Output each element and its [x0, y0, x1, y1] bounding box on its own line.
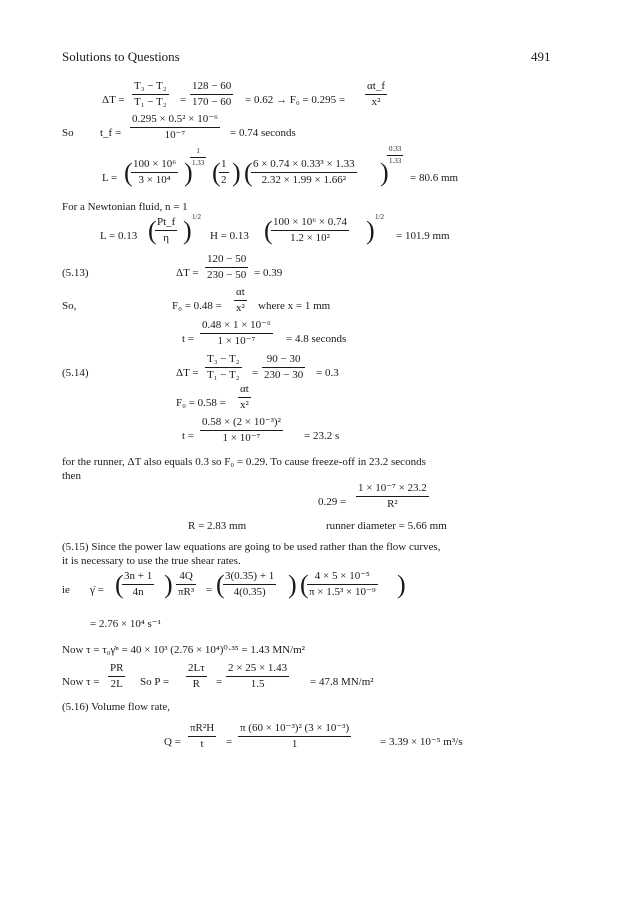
flow-result: = 3.39 × 10⁻⁵ m³/s [380, 736, 463, 748]
shear-lhs: γ̇ = [90, 584, 104, 596]
q515-text-line-2: it is necessary to use the true shear rates. [62, 555, 241, 567]
eq1-fraction-values: 128 − 60 170 − 60 [192, 80, 232, 108]
runner-text-line-2: then [62, 470, 81, 482]
eq3-lhs: L = [102, 172, 118, 184]
eq1-middle: = 0.62 → F₀ = 0.295 = [245, 94, 346, 106]
pressure-fraction-2: 2Lτ R [188, 662, 205, 690]
running-header-title: Solutions to Questions [62, 49, 180, 64]
pressure-fraction-3: 2 × 25 × 1.43 1.5 [228, 662, 288, 690]
q514-label: (5.14) [62, 367, 89, 379]
fo1-lhs: F₀ = 0.48 = [172, 300, 222, 312]
pressure-fraction-1: PR 2L [110, 662, 124, 690]
t2-result: = 23.2 s [304, 430, 340, 442]
fo1-label: So, [62, 300, 77, 312]
pressure-label: Now τ = [62, 676, 100, 688]
flow-fraction-1: πR²H t [190, 722, 215, 750]
q514-lhs: ΔT = [176, 367, 199, 379]
eq4-fraction-1: Pt_f η [157, 216, 176, 244]
t2-lhs: t = [182, 430, 195, 442]
eq2-label: So [62, 127, 74, 139]
fo2-lhs: F₀ = 0.58 = [176, 397, 226, 409]
eq4-middle: H = 0.13 [210, 230, 249, 242]
q513-label: (5.13) [62, 267, 89, 279]
eq3-exponent-1: 1 1.33 [192, 147, 205, 167]
runner-text-line-1: for the runner, ΔT also equals 0.3 so F₀ = 0.29. To cause freeze-off in 23.2 seconds [62, 456, 426, 468]
eq3-paren1-fraction: 100 × 10⁶ 3 × 10⁴ [133, 158, 177, 186]
runner-diameter: runner diameter = 5.66 mm [326, 520, 447, 532]
shear-fraction-flow: 4 × 5 × 10⁻⁵ π × 1.5³ × 10⁻⁹ [309, 570, 376, 598]
t1-lhs: t = [182, 333, 195, 345]
q514-fraction-values: 90 − 30 230 − 30 [264, 353, 304, 381]
newtonian-text: For a Newtonian fluid, n = 1 [62, 201, 188, 213]
fo1-where-text: where x = 1 mm [258, 300, 331, 312]
shear-result: = 2.76 × 10⁴ s⁻¹ [90, 618, 161, 630]
pressure-result: = 47.8 MN/m² [310, 676, 374, 688]
shear-label: ie [62, 584, 70, 596]
eq3-paren2-fraction: 1 2 [221, 158, 227, 186]
fo2-fraction: αt x² [240, 383, 249, 411]
eq4-exponent-2: 1/2 [375, 213, 384, 221]
flow-equals: = [226, 736, 233, 748]
tau-equation: Now τ = τ₀γ̇ⁿ = 40 × 10³ (2.76 × 10⁴)⁰·³⁵ = 1.43 MN/m² [62, 644, 305, 656]
pressure-so: So P = [140, 676, 170, 688]
eq1-fourier-fraction: αt_f x² [367, 80, 385, 108]
eq1-fraction-temps: T₃ − T₂ T₁ − T₂ [134, 80, 167, 108]
flow-lhs: Q = [164, 736, 181, 748]
eq2-fraction: 0.295 × 0.5² × 10⁻⁶ 10⁻⁷ [132, 113, 218, 141]
runner-radius: R = 2.83 mm [188, 520, 247, 532]
q514-equals: = [252, 367, 259, 379]
eq3-exponent-2: 0.33 1.33 [389, 145, 402, 165]
eq2-lhs: t_f = [100, 127, 122, 139]
r-equation-lhs: 0.29 = [318, 496, 347, 508]
q513-fraction: 120 − 50 230 − 50 [207, 253, 247, 281]
q513-lhs: ΔT = [176, 267, 199, 279]
eq4-result: = 101.9 mm [396, 230, 450, 242]
t1-fraction: 0.48 × 1 × 10⁻⁶ 1 × 10⁻⁷ [202, 319, 271, 347]
t1-result: = 4.8 seconds [286, 333, 347, 345]
flow-fraction-2: π (60 × 10⁻³)² (3 × 10⁻³) 1 [240, 722, 350, 750]
r-equation-fraction: 1 × 10⁻⁷ × 23.2 R² [358, 482, 427, 510]
shear-fraction-values: 3(0.35) + 1 4(0.35) [225, 570, 275, 598]
eq3-paren3-fraction: 6 × 0.74 × 0.33³ × 1.33 2.32 × 1.99 × 1.66² [253, 158, 355, 186]
t2-fraction: 0.58 × (2 × 10⁻³)² 1 × 10⁻⁷ [202, 416, 281, 444]
shear-fraction-q: 4Q πR³ [178, 570, 195, 598]
eq4-fraction-2: 100 × 10⁶ × 0.74 1.2 × 10² [273, 216, 347, 244]
eq2-result: = 0.74 seconds [230, 127, 296, 139]
fo1-fraction: αt x² [236, 286, 245, 314]
q514-fraction-temps: T₃ − T₂ T₁ − T₂ [207, 353, 240, 381]
page-number: 491 [531, 49, 551, 64]
eq4-exponent-1: 1/2 [192, 213, 201, 221]
q515-text-line-1: (5.15) Since the power law equations are going to be used rather than the flow curves, [62, 541, 441, 553]
pressure-equals: = [216, 676, 223, 688]
shear-equals: = [206, 584, 213, 596]
eq3-result: = 80.6 mm [410, 172, 459, 184]
q513-result: = 0.39 [254, 267, 283, 279]
eq1-equals: = [180, 94, 187, 106]
q516-text: (5.16) Volume flow rate, [62, 701, 171, 713]
shear-fraction-n: 3n + 1 4n [124, 570, 153, 598]
q514-result: = 0.3 [316, 367, 339, 379]
eq1-lhs: ΔT = [102, 94, 125, 106]
eq4-lhs: L = 0.13 [100, 230, 138, 242]
